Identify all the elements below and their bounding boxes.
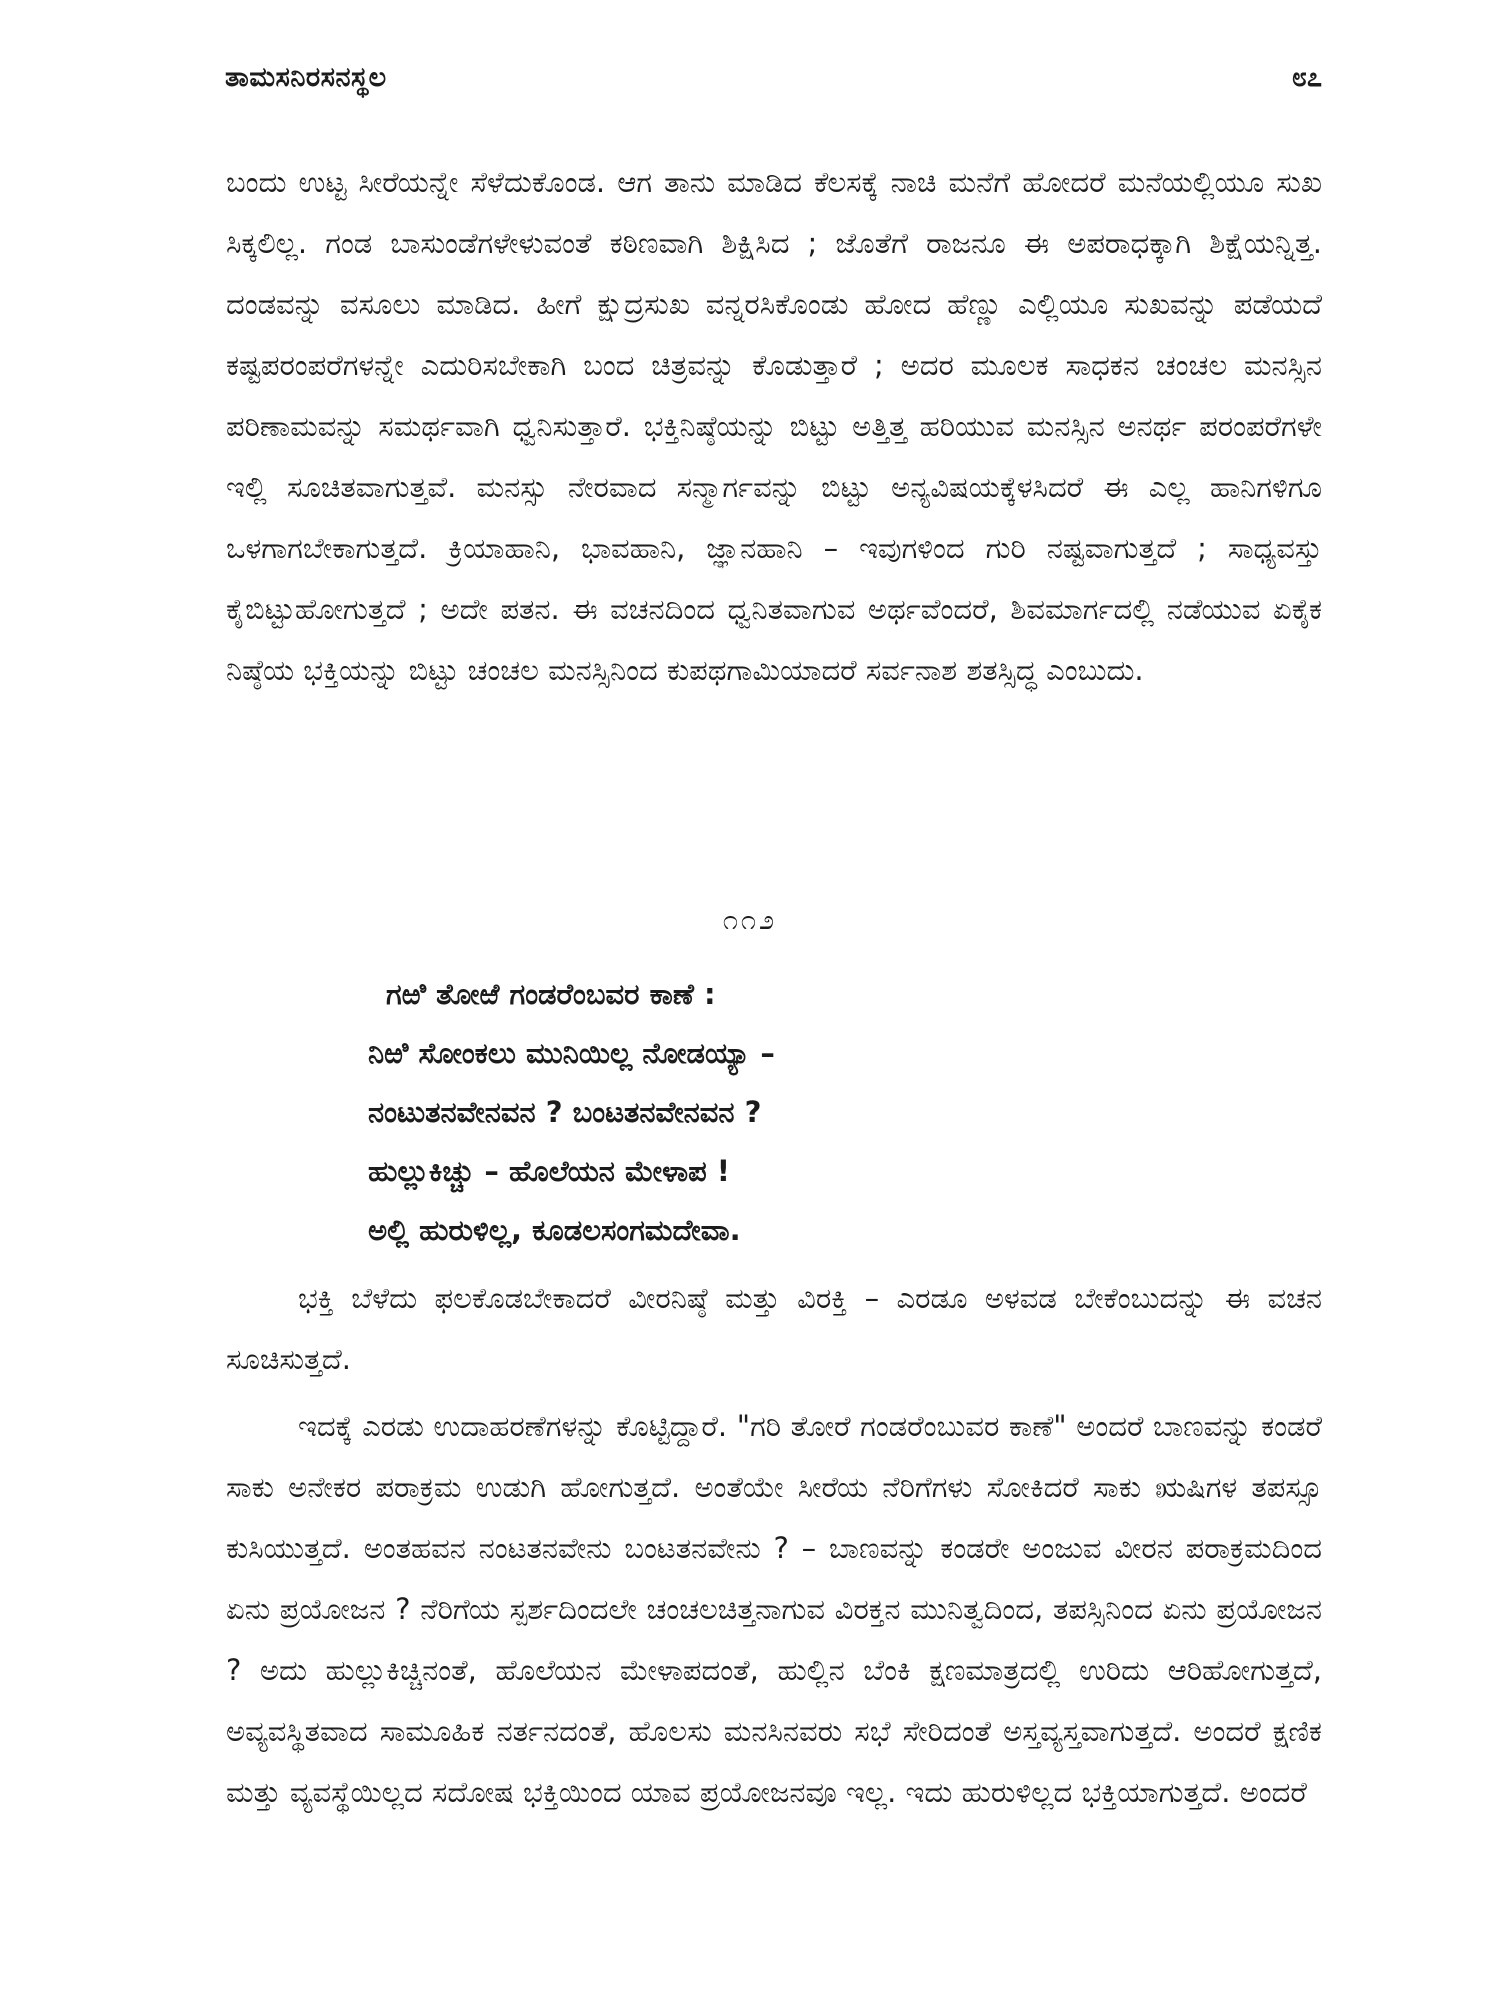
running-title: ತಾಮಸನಿರಸನಸ್ಥಲ [225, 62, 387, 93]
vachana-verse [368, 965, 775, 1260]
paragraph-explanation: ಇದಕ್ಕೆ ಎರಡು ಉದಾಹರಣೆಗಳನ್ನು ಕೊಟ್ಟಿದ್ದಾರೆ. "ಗರಿ ತೋರೆ ಗಂಡರೆಂಬುವರ ಕಾಣೆ" ಅಂದರೆ ಬಾಣವನ್ನು ಕಂಡರೆ ಸಾಕು ಅನೇಕರ ಪರಾಕ್ರಮ ಉಡುಗಿ ಹೋಗುತ್ತದೆ. ಅಂತೆಯೇ ಸೀರೆಯ ನೆರಿಗೆಗಳು ಸೋಕಿದರೆ ಸಾಕು ಋಷಿಗಳ ತಪಸ್ಸೂ ಕುಸಿಯುತ್ತದೆ. ಅಂತಹವನ ನಂಟತನವೇನು ಬಂಟತನವೇನು ? – ಬಾಣವನ್ನು ಕಂಡರೇ ಅಂಜುವ ವೀರನ ಪರಾಕ್ರಮದಿಂದ ಏನು ಪ್ರಯೋಜನ ? ನೆರಿಗೆಯ ಸ್ಪರ್ಶದಿಂದಲೇ ಚಂಚಲಚಿತ್ತನಾಗುವ ವಿರಕ್ತನ ಮುನಿತ್ವದಿಂದ, ತಪಸ್ಸಿನಿಂದ ಏನು ಪ್ರಯೋಜನ ? ಅದು ಹುಲ್ಲುಕಿಚ್ಚಿನಂತೆ, ಹೊಲೆಯನ ಮೇಳಾಪದಂತೆ, ಹುಲ್ಲಿನ ಬೆಂಕಿ ಕ್ಷಣಮಾತ್ರದಲ್ಲಿ ಉರಿದು ಆರಿಹೋಗುತ್ತದೆ, ಅವ್ಯವಸ್ಥಿತವಾದ ಸಾಮೂಹಿಕ ನರ್ತನದಂತೆ, ಹೊಲಸು ಮನಸಿನವರು ಸಭೆ ಸೇರಿದಂತೆ ಅಸ್ತವ್ಯಸ್ತವಾಗುತ್ತದೆ. ಅಂದರೆ ಕ್ಷಣಿಕ ಮತ್ತು ವ್ಯವಸ್ಥೆಯಿಲ್ಲದ ಸದೋಷ ಭಕ್ತಿಯಿಂದ ಯಾವ ಪ್ರಯೋಜನವೂ ಇಲ್ಲ. ಇದು ಹುರುಳಿಲ್ಲದ ಭಕ್ತಿಯಾಗುತ್ತದೆ. ಅಂದರೆ [226, 1409, 1322, 1809]
paragraph-commentary-continued: ಬಂದು ಉಟ್ಟ ಸೀರೆಯನ್ನೇ ಸೆಳೆದುಕೊಂಡ. ಆಗ ತಾನು ಮಾಡಿದ ಕೆಲಸಕ್ಕೆ ನಾಚಿ ಮನೆಗೆ ಹೋದರೆ ಮನೆಯಲ್ಲಿಯೂ ಸುಖ ಸಿಕ್ಕಲಿಲ್ಲ. ಗಂಡ ಬಾಸುಂಡೆಗಳೇಳುವಂತೆ ಕಠಿಣವಾಗಿ ಶಿಕ್ಷಿಸಿದ ; ಜೊತೆಗೆ ರಾಜನೂ ಈ ಅಪರಾಧಕ್ಕಾಗಿ ಶಿಕ್ಷೆಯನ್ನಿತ್ತ. ದಂಡವನ್ನು ವಸೂಲು ಮಾಡಿದ. ಹೀಗೆ ಕ್ಷುದ್ರಸುಖ ವನ್ನರಸಿಕೊಂಡು ಹೋದ ಹೆಣ್ಣು ಎಲ್ಲಿಯೂ ಸುಖವನ್ನು ಪಡೆಯದೆ ಕಷ್ಟಪರಂಪರೆಗಳನ್ನೇ ಎದುರಿಸಬೇಕಾಗಿ ಬಂದ ಚಿತ್ರವನ್ನು ಕೊಡುತ್ತಾರೆ ; ಅದರ ಮೂಲಕ ಸಾಧಕನ ಚಂಚಲ ಮನಸ್ಸಿನ ಪರಿಣಾಮವನ್ನು ಸಮರ್ಥವಾಗಿ ಧ್ವನಿಸುತ್ತಾರೆ. ಭಕ್ತಿನಿಷ್ಠೆಯನ್ನು ಬಿಟ್ಟು ಅತ್ತಿತ್ತ ಹರಿಯುವ ಮನಸ್ಸಿನ ಅನರ್ಥ ಪರಂಪರೆಗಳೇ ಇಲ್ಲಿ ಸೂಚಿತವಾಗುತ್ತವೆ. ಮನಸ್ಸು ನೇರವಾದ ಸನ್ಮಾರ್ಗವನ್ನು ಬಿಟ್ಟು ಅನ್ಯವಿಷಯಕ್ಕೆಳಸಿದರೆ ಈ ಎಲ್ಲ ಹಾನಿಗಳಿಗೂ ಒಳಗಾಗಬೇಕಾಗುತ್ತದೆ. ಕ್ರಿಯಾಹಾನಿ, ಭಾವಹಾನಿ, ಜ್ಞಾನಹಾನಿ – ಇವುಗಳಿಂದ ಗುರಿ ನಷ್ಟವಾಗುತ್ತದೆ ; ಸಾಧ್ಯವಸ್ತು ಕೈಬಿಟ್ಟುಹೋಗುತ್ತದೆ ; ಅದೇ ಪತನ. ಈ ವಚನದಿಂದ ಧ್ವನಿತವಾಗುವ ಅರ್ಥವೆಂದರೆ, ಶಿವಮಾರ್ಗದಲ್ಲಿ ನಡೆಯುವ ಏಕೈಕ ನಿಷ್ಠೆಯ ಭಕ್ತಿಯನ್ನು ಬಿಟ್ಟು ಚಂಚಲ ಮನಸ್ಸಿನಿಂದ ಕುಪಥಗಾಮಿಯಾದರೆ ಸರ್ವನಾಶ ಶತಸ್ಸಿದ್ಧ ಎಂಬುದು. [226, 165, 1322, 687]
vachana-line: ನಂಟುತನವೇನವನ ? ಬಂಟತನವೇನವನ ? [368, 1095, 762, 1129]
vachana-line: ಅಲ್ಲಿ ಹುರುಳಿಲ್ಲ, ಕೂಡಲಸಂಗಮದೇವಾ. [368, 1213, 741, 1247]
vachana-number: ೧೧೨ [722, 905, 778, 936]
vachana-line: ಗಱಿ ತೋಱೆ ಗಂಡರೆಂಬವರ ಕಾಣೆ : [386, 977, 716, 1011]
page-number: ೮೭ [1291, 62, 1322, 93]
vachana-line: ಹುಲ್ಲುಕಿಚ್ಚು – ಹೊಲೆಯನ ಮೇಳಾಪ ! [368, 1154, 730, 1188]
running-header [225, 62, 1322, 112]
vachana-line: ನಿಱಿ ಸೋಂಕಲು ಮುನಿಯಿಲ್ಲ ನೋಡಯ್ಯಾ – [368, 1036, 775, 1070]
paragraph-summary: ಭಕ್ತಿ ಬೆಳೆದು ಫಲಕೊಡಬೇಕಾದರೆ ವೀರನಿಷ್ಠೆ ಮತ್ತು ವಿರಕ್ತಿ – ಎರಡೂ ಅಳವಡ ಬೇಕೆಂಬುದನ್ನು ಈ ವಚನ ಸೂಚಿಸುತ್ತದೆ. [226, 1281, 1322, 1376]
